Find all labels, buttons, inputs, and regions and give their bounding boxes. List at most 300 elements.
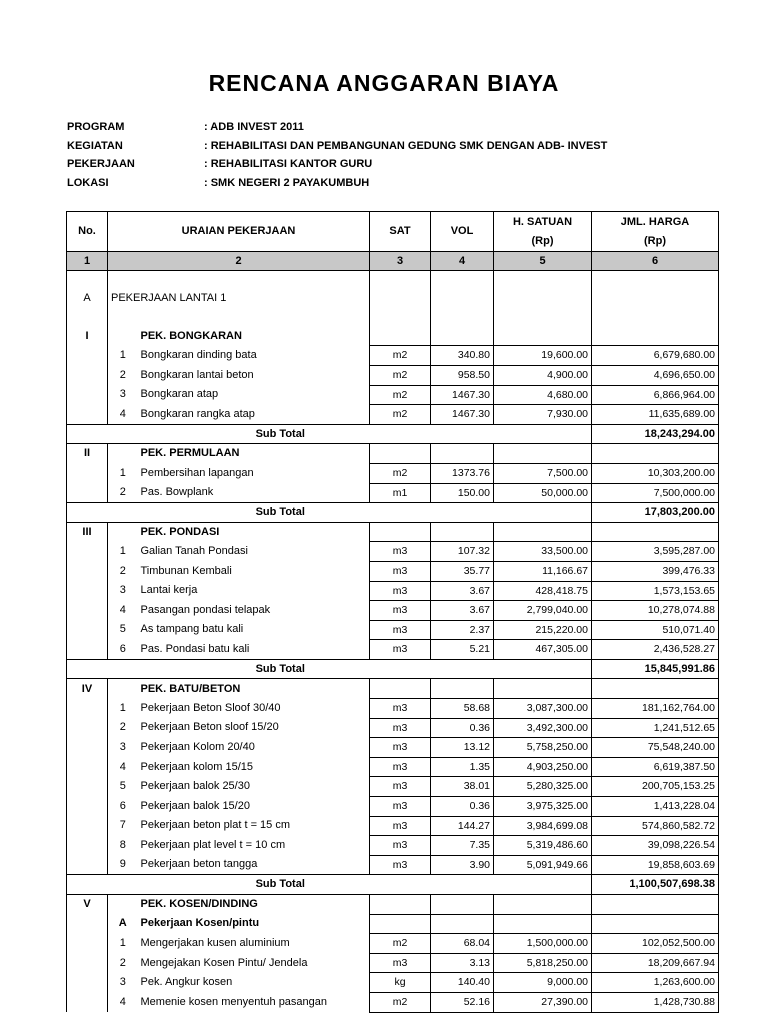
cell-idx	[108, 308, 138, 327]
section-row	[67, 290, 719, 309]
budget-table	[66, 211, 719, 1013]
cell-sat: m2	[370, 934, 431, 954]
cell-hs: 5,758,250.00	[494, 738, 592, 758]
item-row	[67, 581, 719, 601]
cell-uraian: Mengerjakan kusen aluminium	[138, 934, 370, 954]
cell-hs: 467,305.00	[494, 640, 592, 660]
cell-vol	[431, 327, 494, 346]
cell-no	[67, 365, 108, 385]
cell-vol: 0.36	[431, 718, 494, 738]
cell-hs	[494, 503, 592, 523]
cell-no	[67, 816, 108, 836]
cell-no	[67, 405, 108, 425]
cell-sat: m3	[370, 855, 431, 875]
cell-sat	[370, 271, 431, 290]
cell-sat: m3	[370, 561, 431, 581]
cell-idx	[108, 895, 138, 915]
cell-jml: 6,866,964.00	[592, 385, 719, 405]
header-uraian: URAIAN PEKERJAAN	[108, 212, 370, 252]
cell-vol	[431, 444, 494, 464]
column-number-row	[67, 252, 719, 271]
cell-jml: 510,071.40	[592, 620, 719, 640]
cell-no	[67, 953, 108, 973]
cell-jml: 7,500,000.00	[592, 483, 719, 503]
item-row	[67, 542, 719, 562]
cell-vol: 0.36	[431, 797, 494, 817]
cell-uraian: Pek. Angkur kosen	[138, 973, 370, 993]
cell-hs	[494, 679, 592, 699]
cell-hs: 11,166.67	[494, 561, 592, 581]
cell-idx: 6	[119, 799, 126, 812]
cell-uraian: Pekerjaan Beton sloof 15/20	[138, 718, 370, 738]
document-title: RENCANA ANGGARAN BIAYA	[208, 70, 560, 96]
cell-uraian: Pasangan pondasi telapak	[138, 601, 370, 621]
item-row	[67, 718, 719, 738]
cell-jml: 574,860,582.72	[592, 816, 719, 836]
table-body	[67, 271, 719, 1013]
subtotal-row	[67, 503, 719, 523]
subtotal-row	[67, 659, 719, 679]
cell-jml: 10,303,200.00	[592, 463, 719, 483]
header-h-satuan-unit: (Rp)	[531, 234, 554, 247]
cell-vol: 340.80	[431, 346, 494, 366]
cell-sat: m1	[370, 483, 431, 503]
info-label: PEKERJAAN	[67, 158, 135, 170]
cell-no	[67, 934, 108, 954]
cell-uraian	[138, 271, 370, 290]
cell-jml	[592, 914, 719, 934]
cell-jml: 4,696,650.00	[592, 365, 719, 385]
item-row	[67, 934, 719, 954]
cell-jml: 6,619,387.50	[592, 757, 719, 777]
cell-vol: 107.32	[431, 542, 494, 562]
cell-sat: m3	[370, 816, 431, 836]
cell-no	[67, 992, 108, 1012]
cell-sat: kg	[370, 973, 431, 993]
cell-idx: 3	[119, 584, 126, 597]
item-row	[67, 992, 719, 1012]
cell-hs: 33,500.00	[494, 542, 592, 562]
item-row	[67, 463, 719, 483]
cell-vol: 1467.30	[431, 405, 494, 425]
cell-idx: 3	[119, 388, 126, 401]
cell-uraian: Pekerjaan beton tangga	[138, 855, 370, 875]
project-info	[67, 121, 607, 195]
cell-uraian: Lantai kerja	[138, 581, 370, 601]
info-row-program	[67, 121, 607, 140]
cell-sat	[370, 444, 431, 464]
cell-uraian: PEK. KOSEN/DINDING	[138, 895, 370, 915]
group-row	[67, 522, 719, 542]
item-row	[67, 757, 719, 777]
cell-idx: 2	[119, 368, 126, 381]
cell-hs: 5,091,949.66	[494, 855, 592, 875]
item-row	[67, 385, 719, 405]
cell-sat: m2	[370, 463, 431, 483]
cell-hs: 4,900.00	[494, 365, 592, 385]
group-row	[67, 327, 719, 346]
cell-idx: 8	[119, 839, 126, 852]
item-row	[67, 640, 719, 660]
cell-sat: m3	[370, 718, 431, 738]
cell-hs	[494, 271, 592, 290]
cell-idx: 4	[119, 760, 126, 773]
info-value: : SMK NEGERI 2 PAYAKUMBUH	[204, 176, 370, 189]
cell-uraian: Pas. Pondasi batu kali	[138, 640, 370, 660]
cell-no	[67, 855, 108, 875]
cell-hs: 4,680.00	[494, 385, 592, 405]
cell-subtotal-label: Sub Total	[67, 503, 494, 523]
item-row	[67, 346, 719, 366]
cell-uraian	[138, 308, 370, 327]
cell-hs: 1,500,000.00	[494, 934, 592, 954]
cell-hs: 7,930.00	[494, 405, 592, 425]
cell-jml	[592, 271, 719, 290]
item-row	[67, 816, 719, 836]
cell-jml: 200,705,153.25	[592, 777, 719, 797]
cell-no	[67, 385, 108, 405]
cell-uraian: PEK. BATU/BETON	[138, 679, 370, 699]
cell-hs	[494, 290, 592, 309]
info-value: : REHABILITASI DAN PEMBANGUNAN GEDUNG SMK DENGAN ADB- INVEST	[204, 139, 608, 152]
cell-vol: 68.04	[431, 934, 494, 954]
header-sat: SAT	[370, 212, 431, 252]
cell-hs: 5,280,325.00	[494, 777, 592, 797]
cell-sat: m3	[370, 601, 431, 621]
cell-jml: 181,162,764.00	[592, 699, 719, 719]
cell-jml: 11,635,689.00	[592, 405, 719, 425]
table-header-row	[67, 212, 719, 252]
cell-uraian: Pekerjaan kolom 15/15	[138, 757, 370, 777]
cell-subtotal-label: Sub Total	[67, 424, 494, 444]
cell-vol: 3.67	[431, 601, 494, 621]
cell-sat: m3	[370, 640, 431, 660]
cell-no	[67, 973, 108, 993]
cell-hs	[494, 914, 592, 934]
cell-uraian: Bongkaran rangka atap	[138, 405, 370, 425]
cell-jml: 75,548,240.00	[592, 738, 719, 758]
cell-vol	[431, 522, 494, 542]
cell-no: II	[67, 444, 108, 464]
cell-no	[67, 797, 108, 817]
cell-no	[67, 914, 108, 934]
cell-no	[67, 620, 108, 640]
cell-uraian: Memenie kosen menyentuh pasangan	[138, 992, 370, 1012]
cell-sat: m3	[370, 542, 431, 562]
cell-hs: 3,984,699.08	[494, 816, 592, 836]
cell-idx	[108, 522, 138, 542]
info-value: : ADB INVEST 2011	[204, 121, 304, 133]
cell-jml: 1,241,512.65	[592, 718, 719, 738]
cell-uraian: Pekerjaan plat level t = 10 cm	[138, 836, 370, 856]
cell-sat: m2	[370, 992, 431, 1012]
cell-no	[67, 346, 108, 366]
subtotal-row	[67, 875, 719, 895]
cell-vol	[431, 895, 494, 915]
cell-vol: 7.35	[431, 836, 494, 856]
cell-idx: 7	[119, 819, 126, 832]
header-jml-harga-unit: (Rp)	[644, 234, 666, 247]
col-number: 3	[370, 252, 431, 271]
cell-vol: 52.16	[431, 992, 494, 1012]
cell-idx	[108, 679, 138, 699]
cell-vol: 3.67	[431, 581, 494, 601]
cell-hs: 5,818,250.00	[494, 953, 592, 973]
cell-no	[67, 542, 108, 562]
item-row	[67, 738, 719, 758]
cell-sat: m2	[370, 346, 431, 366]
cell-idx: 3	[119, 976, 126, 989]
item-row	[67, 855, 719, 875]
col-number: 4	[431, 252, 494, 271]
cell-sat	[370, 290, 431, 309]
cell-jml: 3,595,287.00	[592, 542, 719, 562]
cell-jml	[592, 522, 719, 542]
info-row-kegiatan	[67, 140, 607, 159]
cell-subtotal-label: Sub Total	[67, 659, 494, 679]
cell-subtotal-label: Sub Total	[67, 875, 494, 895]
cell-uraian: Pekerjaan Kosen/pintu	[138, 914, 370, 934]
item-row	[67, 601, 719, 621]
cell-hs	[494, 875, 592, 895]
cell-jml: 18,209,667.94	[592, 953, 719, 973]
item-row	[67, 973, 719, 993]
cell-jml: 1,428,730.88	[592, 992, 719, 1012]
item-row	[67, 483, 719, 503]
cell-hs: 27,390.00	[494, 992, 592, 1012]
cell-no	[67, 738, 108, 758]
cell-uraian: PEK. BONGKARAN	[138, 327, 370, 346]
item-row	[67, 365, 719, 385]
cell-hs	[494, 424, 592, 444]
cell-idx: 1	[119, 349, 126, 362]
cell-idx: 2	[119, 564, 126, 577]
cell-subtotal-jml: 1,100,507,698.38	[592, 875, 719, 895]
cell-vol: 58.68	[431, 699, 494, 719]
info-value: : REHABILITASI KANTOR GURU	[204, 158, 373, 170]
cell-sat: m3	[370, 738, 431, 758]
info-row-pekerjaan	[67, 158, 607, 177]
cell-sat	[370, 522, 431, 542]
header-h-satuan	[494, 212, 592, 252]
cell-uraian: Timbunan Kembali	[138, 561, 370, 581]
cell-uraian: Pas. Bowplank	[138, 483, 370, 503]
cell-hs: 3,492,300.00	[494, 718, 592, 738]
cell-no	[67, 777, 108, 797]
cell-jml	[592, 679, 719, 699]
cell-uraian: Bongkaran atap	[138, 385, 370, 405]
cell-hs	[494, 659, 592, 679]
item-row	[67, 405, 719, 425]
cell-no	[67, 601, 108, 621]
cell-hs: 7,500.00	[494, 463, 592, 483]
item-row	[67, 777, 719, 797]
cell-sat: m3	[370, 699, 431, 719]
cell-uraian: Pekerjaan Kolom 20/40	[138, 738, 370, 758]
cell-vol: 140.40	[431, 973, 494, 993]
cell-hs: 4,903,250.00	[494, 757, 592, 777]
cell-hs: 428,418.75	[494, 581, 592, 601]
item-row	[67, 620, 719, 640]
cell-vol	[431, 308, 494, 327]
cell-sat	[370, 895, 431, 915]
cell-idx: A	[118, 917, 127, 930]
cell-no	[67, 561, 108, 581]
cell-vol: 1373.76	[431, 463, 494, 483]
cell-hs	[494, 308, 592, 327]
cell-no	[67, 699, 108, 719]
cell-sat: m3	[370, 757, 431, 777]
subgroup-row	[67, 914, 719, 934]
cell-sat: m3	[370, 777, 431, 797]
info-row-lokasi	[67, 177, 607, 196]
cell-sat: m3	[370, 797, 431, 817]
info-label: KEGIATAN	[67, 139, 123, 152]
cell-idx: 2	[119, 956, 126, 969]
cell-sat	[370, 914, 431, 934]
cell-idx	[108, 327, 138, 346]
cell-idx	[108, 271, 138, 290]
cell-jml: 1,263,600.00	[592, 973, 719, 993]
cell-no	[67, 463, 108, 483]
cell-uraian: As tampang batu kali	[138, 620, 370, 640]
cell-idx: 2	[119, 721, 126, 734]
cell-hs: 19,600.00	[494, 346, 592, 366]
header-vol: VOL	[431, 212, 494, 252]
cell-sat: m2	[370, 405, 431, 425]
cell-hs	[494, 895, 592, 915]
cell-subtotal-jml: 17,803,200.00	[592, 503, 719, 523]
col-number: 5	[494, 252, 592, 271]
cell-idx: 3	[119, 741, 126, 754]
cell-no	[67, 718, 108, 738]
cell-idx: 1	[119, 545, 126, 558]
spacer-row	[67, 308, 719, 327]
cell-no	[67, 271, 108, 290]
cell-jml	[592, 895, 719, 915]
group-row	[67, 895, 719, 915]
cell-no	[67, 483, 108, 503]
cell-sat: m2	[370, 385, 431, 405]
cell-no: A	[67, 290, 108, 309]
cell-hs: 9,000.00	[494, 973, 592, 993]
cell-uraian: PEK. PONDASI	[138, 522, 370, 542]
cell-uraian: Galian Tanah Pondasi	[138, 542, 370, 562]
cell-idx: 1	[119, 466, 126, 479]
cell-vol: 1.35	[431, 757, 494, 777]
cell-no	[67, 308, 108, 327]
cell-hs: 3,975,325.00	[494, 797, 592, 817]
cell-sat	[370, 327, 431, 346]
cell-jml	[592, 308, 719, 327]
cell-jml: 10,278,074.88	[592, 601, 719, 621]
cell-hs	[494, 327, 592, 346]
item-row	[67, 699, 719, 719]
cell-jml: 1,413,228.04	[592, 797, 719, 817]
group-row	[67, 444, 719, 464]
cell-sat: m3	[370, 836, 431, 856]
cell-vol	[431, 271, 494, 290]
cell-idx: 1	[119, 701, 126, 714]
info-label: LOKASI	[67, 176, 109, 189]
cell-uraian: Pekerjaan beton plat t = 15 cm	[138, 816, 370, 836]
cell-sat	[370, 308, 431, 327]
cell-vol	[431, 290, 494, 309]
cell-hs: 215,220.00	[494, 620, 592, 640]
group-row	[67, 679, 719, 699]
col-number: 6	[592, 252, 719, 271]
cell-uraian: Pekerjaan balok 15/20	[138, 797, 370, 817]
cell-uraian: Pekerjaan balok 25/30	[138, 777, 370, 797]
cell-jml: 19,858,603.69	[592, 855, 719, 875]
cell-uraian: Mengejakan Kosen Pintu/ Jendela	[138, 953, 370, 973]
spacer-row	[67, 271, 719, 290]
cell-jml	[592, 444, 719, 464]
cell-idx: 4	[119, 603, 126, 616]
info-label: PROGRAM	[67, 121, 125, 133]
cell-sat: m3	[370, 953, 431, 973]
cell-no: I	[67, 327, 108, 346]
cell-hs: 50,000.00	[494, 483, 592, 503]
cell-no: V	[67, 895, 108, 915]
cell-sat	[370, 679, 431, 699]
col-number: 2	[108, 252, 370, 271]
cell-vol: 2.37	[431, 620, 494, 640]
item-row	[67, 836, 719, 856]
cell-uraian: Bongkaran dinding bata	[138, 346, 370, 366]
cell-idx: 1	[119, 936, 126, 949]
cell-no	[67, 640, 108, 660]
cell-idx	[108, 444, 138, 464]
cell-jml: 1,573,153.65	[592, 581, 719, 601]
cell-jml: 399,476.33	[592, 561, 719, 581]
subtotal-row	[67, 424, 719, 444]
cell-sat: m2	[370, 365, 431, 385]
cell-idx: 5	[119, 623, 126, 636]
cell-vol: 958.50	[431, 365, 494, 385]
cell-vol	[431, 914, 494, 934]
cell-idx: 4	[119, 407, 126, 420]
cell-uraian: PEK. PERMULAAN	[138, 444, 370, 464]
cell-vol: 5.21	[431, 640, 494, 660]
cell-no: III	[67, 522, 108, 542]
cell-no	[67, 757, 108, 777]
cell-idx: 4	[119, 995, 126, 1008]
cell-jml: 102,052,500.00	[592, 934, 719, 954]
cell-vol: 35.77	[431, 561, 494, 581]
cell-jml	[592, 327, 719, 346]
cell-hs: 2,799,040.00	[494, 601, 592, 621]
cell-sat: m3	[370, 581, 431, 601]
header-no: No.	[67, 212, 108, 252]
cell-vol	[431, 679, 494, 699]
cell-jml: 39,098,226.54	[592, 836, 719, 856]
header-h-satuan-label: H. SATUAN	[512, 215, 573, 228]
cell-vol: 144.27	[431, 816, 494, 836]
cell-no: IV	[67, 679, 108, 699]
cell-vol: 150.00	[431, 483, 494, 503]
cell-no	[67, 836, 108, 856]
cell-uraian: PEKERJAAN LANTAI 1	[108, 290, 370, 309]
cell-uraian: Bongkaran lantai beton	[138, 365, 370, 385]
cell-vol: 1467.30	[431, 385, 494, 405]
cell-subtotal-jml: 15,845,991.86	[592, 659, 719, 679]
cell-jml	[592, 290, 719, 309]
item-row	[67, 561, 719, 581]
cell-vol: 13.12	[431, 738, 494, 758]
header-jml-harga-label: JML. HARGA	[620, 215, 690, 228]
cell-uraian: Pekerjaan Beton Sloof 30/40	[138, 699, 370, 719]
